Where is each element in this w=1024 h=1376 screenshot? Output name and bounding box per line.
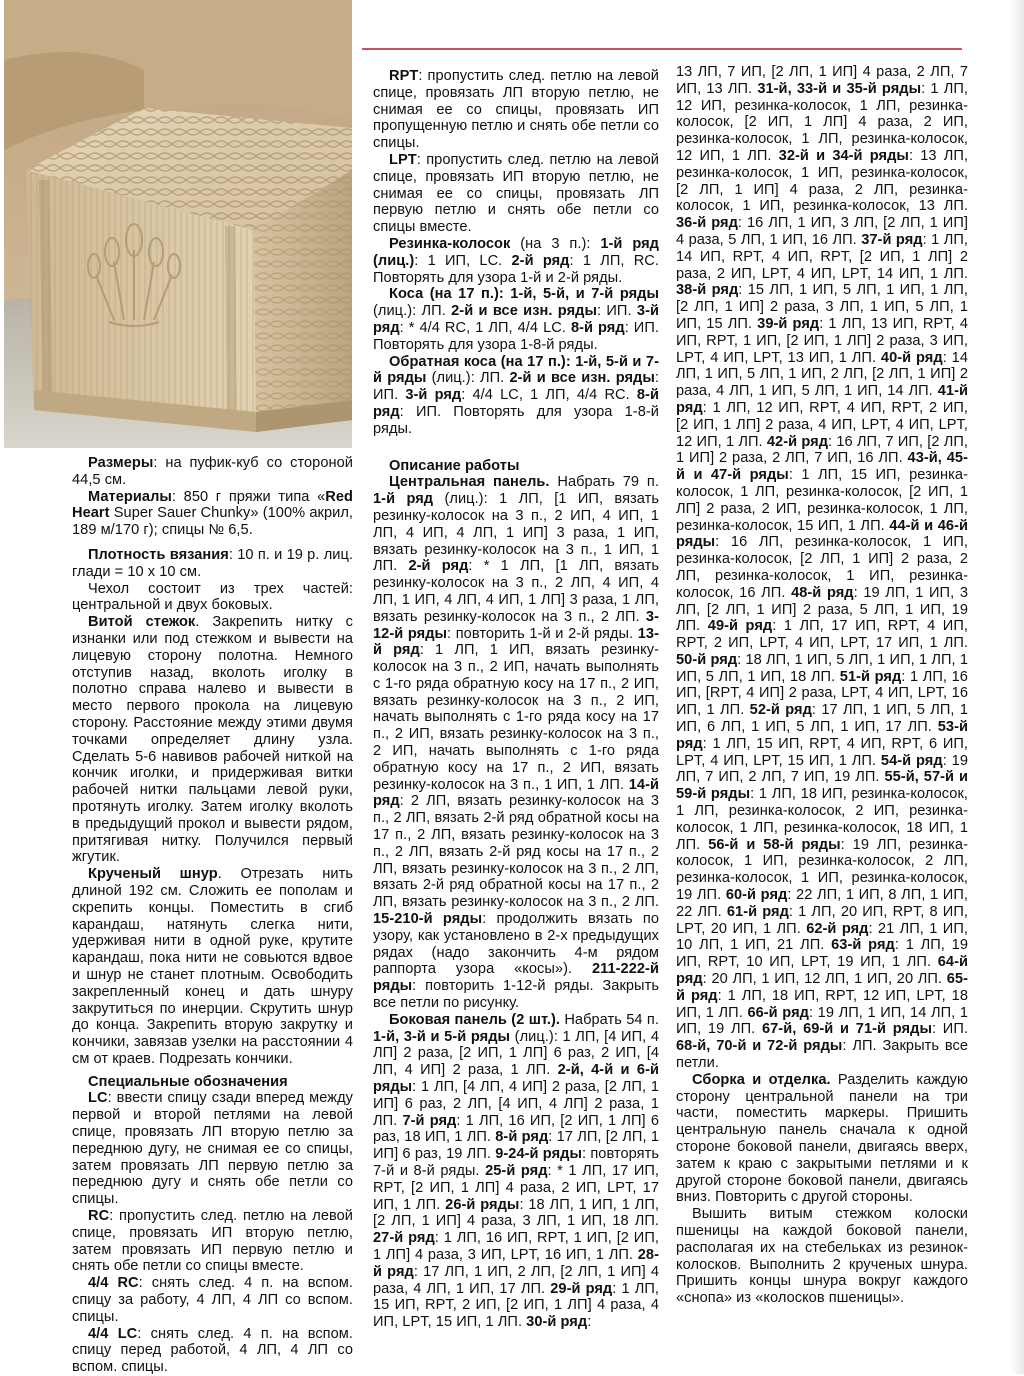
cover-paragraph: Чехол состоит из трех частей: центральной и двух боковых. [72,580,353,614]
column-1 [72,455,353,1376]
row-number: 66-й ряд [747,1004,809,1021]
column-3 [676,64,968,1307]
row-number: 32-й и 34-й ряды [778,147,909,164]
lc44-definition: 4/4 LC: снять след. 4 п. на вспом. спицу перед работой, 4 ЛП, 4 ЛП со вспом. спицы. [72,1325,353,1376]
density-paragraph: Плотность вязания: 10 п. и 19 р. лиц. глади = 10 х 10 см. [72,546,353,580]
rc-definition: RC: пропустить след. петлю на левой спице, провязать ИП вторую петлю, затем провязать ИП первую петлю и снять обе петли со спицы вместе. [72,1208,353,1275]
twisted-cord-paragraph: Крученый шнур. Отрезать нить длиной 192 см. Сложить ее пополам и скрепить концы. Поместить в сгиб карандаш, натянуть слегка нити, удерживая нити в одной руке, крутите карандаш, пока нити не совьются вдвое и шнур не станет плотным. Освободить закрепленный конец и дать шнуру закрутиться по инерции. Скрутить шнур до конца. Закрепить вторую закрутку и кончики, завязав узелки на расстоянии 4 см от краев. Подрезать кончики. [72,866,354,1067]
row-instructions: : 1 ЛП, 12 ИП, RPT, 4 ИП, RPT, 2 ИП, [2 ИП, 1 ЛП] 2 раза, 4 ИП, LPT, 4 ИП, LPT, 12 ИП, 1 ЛП. [676,399,968,450]
row-instructions: : 19 ЛП, 1 ИП, 14 ЛП, 1 ИП, 19 ЛП. [676,1004,969,1038]
row-number: 37-й ряд [861,231,923,248]
row-instructions: : 15 ЛП, 1 ИП, 5 ЛП, 1 ИП, 1 ЛП, [2 ЛП, 1 ИП] 2 раза, 3 ЛП, 1 ИП, 5 ЛП, 1 ИП, 15 ЛП. [676,282,968,332]
row-instructions: : 1 ЛП, 20 ИП, RPT, 8 ИП, LPT, 20 ИП, 1 ЛП. [676,903,968,937]
row-instructions: : ЛП. Закрыть все петли. [676,1038,968,1072]
row-instructions: : 21 ЛП, 1 ИП, 10 ЛП, 1 ИП, 21 ЛП. [676,920,968,954]
row-instructions: : 18 ЛП, 1 ИП, 5 ЛП, 1 ИП, 1 ЛП, 1 ИП, 5 ЛП, 1 ИП, 18 ЛП. [676,651,968,685]
reverse-braid-definition: Обратная коса (на 17 п.): 1-й, 5-й и 7-й ряды (лиц.): ЛП. 2-й и все изн. ряды: ИП. 3-й ряд: 4/4 LC, 1 ЛП, 4/4 RC. 8-й ряд: ИП. Повторять для узора 1-8-й ряды. [373,353,659,437]
row-number: 62-й ряд [806,920,869,937]
row-instructions: : 1 ЛП, 17 ИП, RPT, 4 ИП, RPT, 2 ИП, LPT, 4 ИП, LPT, 17 ИП, 1 ЛП. [676,618,968,652]
row-instructions: : 16 ЛП, 7 ИП, [2 ЛП, 1 ИП] 2 раза, 2 ЛП, 7 ИП, 16 ЛП. [676,433,968,467]
row-instructions: : 1 ЛП, 13 ИП, RPT, 4 ИП, RPT, 1 ИП, [2 ИП, 1 ЛП] 2 раза, 3 ИП, LPT, 4 ИП, LPT, 13 ИП, 1 ЛП. [676,315,968,366]
assembly-paragraph: Сборка и отделка. Разделить каждую сторону центральной панели на три части, поместить маркеры. Пришить центральную панель сначала к одной стороне боковой панели, двигаясь вверх, затем к краю с закрытыми петлями и к другой стороне боковой панели, двигаясь вниз. Повторить с другой стороны. [676,1071,968,1206]
row-number: 43-й, 45-й и 47-й ряды [676,450,969,484]
column-2 [373,68,659,1331]
row-instructions: : 19 ЛП, 7 ИП, 2 ЛП, 7 ИП, 19 ЛП. [676,752,968,786]
row-instructions: : 1 ЛП, 19 ИП, RPT, 10 ИП, LPT, 19 ИП, 1 ЛП. [676,937,968,971]
row-number: 31-й, 33-й и 35-й ряды [757,80,922,97]
row-number: 39-й ряд [757,315,820,332]
row-instructions: : 17 ЛП, 1 ИП, 5 ЛП, 1 ИП, 6 ЛП, 1 ИП, 5 ЛП, 1 ИП, 17 ЛП. [676,702,968,736]
row-number: 55-й, 57-й и 59-й ряды [676,769,968,803]
row-instructions: : 1 ЛП, 15 ИП, резинка-колосок, 1 ЛП, резинка-колосок, [2 ИП, 1 ЛП] 2 раза, 2 ИП, резинка-колосок, 1 ЛП, резинка-колосок, 15 ИП, 1 ЛП. [676,467,968,534]
row-number: 68-й, 70-й и 72-й ряды [676,1038,843,1055]
row-number: 64-й ряд [676,954,968,988]
row-instructions: : 14 ЛП, 1 ИП, 5 ЛП, 1 ИП, 2 ЛП, [2 ЛП, 1 ИП] 2 раза, 4 ЛП, 1 ИП, 5 ЛП, 1 ИП, 14 ЛП. [676,349,968,400]
row-number: 44-й и 46-й ряды [676,517,968,551]
central-panel-paragraph: Центральная панель. Набрать 79 п. 1-й ряд (лиц.): 1 ЛП, [1 ИП, вязать резинку-колосок на 3 п., 2 ИП, 4 ИП, 1 ЛП, 4 ИП, 4 ЛП, 1 ИП] 3 раза, 1 ИП, вязать резинку-колосок на 3 п., 1 ИП, 1 ЛП. 2-й ряд: * 1 ЛП, [1 ЛП, вязать резинку-колосок на 3 п., 2 ЛП, 4 ИП, 4 ЛП, 1 ИП, 4 ЛП, 4 ИП, 1 ЛП] 3 раза, 1 ЛП, вязать резинку-колосок на 3 п., 2 ЛП. 3-12-й ряды: повторить 1-й и 2-й ряды. 13-й ряд: 1 ЛП, 1 ИП, вязать резинку-колосок на 3 п., 2 ИП, начать выполнять с 1-го ряда обратную косу на 17 п., 2 ИП, вязать резинку-колосок на 3 п., 2 ИП, начать выполнять с 1-го ряда косу на 17 п., 2 ИП, вязать резинку-колосок на 3 п., 2 ИП, начать выполнять с 1-го ряда обратную косу на 17 п., 2 ИП, вязать резинку-колосок на 3 п., 1 ИП, 1 ЛП. 14-й ряд: 2 ЛП, вязать резинку-колосок на 3 п., 2 ЛП, вязать 2-й ряд обратной косы на 17 п., 2 ЛП, вязать резинку-колосок на 3 п., 2 ЛП, вязать 2-й ряд косы на 17 п., 2 ЛП, вязать резинку-колосок на 3 п., 2 ЛП, вязать 2-й ряд обратной косы на 17 п., 2 ЛП, вязать резинку-колосок на 3 п., 2 ЛП. 15-210-й ряды: продолжить вязать по узору, как установлено в 2-х предыдущих рядах (надо закончить 4-м рядом раппорта узора «косы»). 211-222-й ряды: повторить 1-12-й ряды. Закрыть все петли по рисунку. [373,474,659,1012]
row-number: 61-й ряд [726,903,789,920]
row-number: 50-й ряд [676,651,738,668]
row-instructions: : 19 ЛП, резинка-колосок, 1 ИП, резинка-колосок, 2 ЛП, резинка-колосок, 1 ИП, резинка-колосок, 19 ЛП. [676,836,968,904]
row-instructions: : 22 ЛП, 1 ИП, 8 ЛП, 1 ИП, 22 ЛП. [676,887,968,920]
rc44-definition: 4/4 RC: снять след. 4 п. на вспом. спицу за работу, 4 ЛП, 4 ЛП со вспом. спицы. [72,1275,353,1325]
row-instructions: : 19 ЛП, 1 ИП, 3 ЛП, [2 ЛП, 1 ИП] 2 раза, 5 ЛП, 1 ИП, 19 ЛП. [676,584,968,635]
row-number: 52-й ряд [749,702,812,719]
header-rule [362,48,962,50]
lpt-definition: LPT: пропустить след. петлю на левой спице, провязать ИП вторую петлю, не снимая ее со спицы, провязать ЛП первую петлю и снять обе петли со спицы вместе. [373,151,659,236]
row-number: 38-й ряд [676,282,739,299]
braid-definition: Коса (на 17 п.): 1-й, 5-й, и 7-й ряды (лиц.): ЛП. 2-й и все изн. ряды: ИП. 3-й ряд: * 4/4 RC, 1 ЛП, 4/4 LC. 8-й ряд: ИП. Повторять для узора 1-8-й ряды. [373,286,660,353]
row-number: 54-й ряд [880,752,943,769]
row-number: 53-й ряд [676,719,968,752]
row-number: 42-й ряд [766,433,829,450]
row-instructions: : 1 ЛП, 14 ИП, RPT, 4 ИП, RPT, [2 ИП, 1 ЛП] 2 раза, 2 ИП, LPT, 4 ИП, LPT, 14 ИП, 1 ЛП. [676,231,968,282]
row-number: 41-й ряд [676,383,968,416]
page-edge-shadow [1010,0,1024,1374]
special-notation-heading: Специальные обозначения [88,1073,288,1090]
row-number: 56-й и 58-й ряды [708,836,841,853]
pouf-cube-photo [4,0,352,448]
side-panel-rows-continued [676,64,968,1072]
row-instructions: : 16 ЛП, резинка-колосок, 1 ИП, резинка-колосок, [2 ЛП, 1 ИП] 2 раза, 2 ЛП, резинка-колосок, 1 ИП, резинка-колосок, 16 ЛП. [676,534,968,601]
final-paragraph: Вышить витым стежком колоски пшеницы на каждой боковой панели, располагая их на стебельках из резинок-колосков. Выполнить 2 крученых шнура. Пришить концы шнура вокруг каждого «снопа» из «колосков пшеницы». [676,1206,968,1307]
row-number: 40-й ряд [880,349,943,366]
rpt-definition: RPT: пропустить след. петлю на левой спице, провязать ЛП вторую петлю, не снимая ее со спицы, провязать ИП пропущенную петлю и снять обе петли со спицы. [373,68,659,152]
row-instructions: : 20 ЛП, 1 ИП, 12 ЛП, 1 ИП, 20 ЛП. [702,971,947,988]
lc-definition: LC: ввести спицу сзади вперед между первой и второй петлями на левой спице, провязать ЛП вторую петлю за переднюю дугу, не снимая ее со спицы, затем провязать ЛП первую петлю за переднюю дугу и снять обе петли со спицы. [72,1090,353,1208]
twisted-stitch-paragraph: Витой стежок. Закрепить нитку с изнанки или под стежком и вывести на лицевую сторону полотна. Немного отступив назад, вколоть иголку в полотно справа налево и вывести в место первого прокола на лицевую сторону. Расстояние между этими двумя точками определяет длину узла. Сделать 5-6 навивов рабочей ниткой на кончик иголки, и придерживая витки рабочей нитки пальцами левой руки, протянуть иголку. Затем иголку вколоть в предыдущий прокол и вывести рядом, притягивая нитку. Получился первый жгутик. [72,614,353,866]
row-instructions: 13 ЛП, 7 ИП, [2 ЛП, 1 ИП] 4 раза, 2 ЛП, 7 ИП, 13 ЛП. [676,64,968,97]
description-heading: Описание работы [389,457,520,474]
sizes-paragraph: Размеры: на пуфик-куб со стороной 44,5 см. [72,455,353,488]
row-number: 49-й ряд [707,618,773,635]
side-panel-paragraph: Боковая панель (2 шт.). Набрать 54 п. 1-й, 3-й и 5-й ряды (лиц.): 1 ЛП, [4 ИП, 4 ЛП] 2 раза, [2 ИП, 1 ЛП] 6 раз, 2 ИП, [4 ЛП, 4 ИП] 2 раза, 1 ЛП. 2-й, 4-й и 6-й ряды: 1 ЛП, [4 ЛП, 4 ИП] 2 раза, [2 ЛП, 1 ИП] 6 раз, 2 ЛП, [4 ИП, 4 ЛП] 2 раза, 1 ЛП. 7-й ряд: 1 ЛП, 16 ИП, [2 ИП, 1 ЛП] 6 раз, 18 ИП, 1 ЛП. 8-й ряд: 17 ЛП, [2 ЛП, 1 ИП] 6 раз, 19 ЛП. 9-24-й ряды: повторять 7-й и 8-й ряды. 25-й ряд: * 1 ЛП, 17 ИП, RPT, [2 ИП, 1 ЛП] 4 раза, 2 ИП, LPT, 17 ИП, 1 ЛП. 26-й ряды: 18 ЛП, 1 ИП, 1 ЛП, [2 ЛП, 1 ИП] 4 раза, 3 ЛП, 1 ИП, 18 ЛП. 27-й ряд: 1 ЛП, 16 ИП, RPT, 1 ИП, [2 ИП, 1 ЛП] 4 раза, 3 ИП, LPT, 16 ИП, 1 ЛП. 28-й ряд: 17 ЛП, 1 ИП, 2 ЛП, [2 ЛП, 1 ИП] 4 раза, 4 ЛП, 1 ИП, 17 ЛП. 29-й ряд: 1 ЛП, 15 ИП, RPT, 2 ИП, [2 ИП, 1 ЛП] 4 раза, 4 ИП, LPT, 15 ИП, 1 ЛП. 30-й ряд: [373,1011,660,1331]
row-number: 51-й ряд [839,668,902,685]
row-number: 36-й ряд [676,215,738,232]
row-instructions: : 1 ЛП, 18 ИП, резинка-колосок, 1 ЛП, резинка-колосок, 2 ИП, резинка-колосок, 1 ЛП, резинка-колосок, 18 ИП, 1 ЛП. [676,786,968,853]
row-number: 65-й ряд [676,971,968,1004]
row-instructions: : ИП. [931,1021,968,1038]
row-instructions: : 13 ЛП, резинка-колосок, 1 ИП, резинка-колосок, [2 ЛП, 1 ИП] 4 раза, 2 ЛП, резинка-колосок, 1 ИП, резинка-колосок, 13 ЛП. [676,147,969,215]
row-instructions: : 1 ЛП, 18 ИП, RPT, 12 ИП, LPT, 18 ИП, 1 ЛП. [676,987,968,1021]
row-number: 63-й ряд [831,937,895,954]
row-instructions: : 16 ЛП, 1 ИП, 3 ЛП, [2 ЛП, 1 ИП] 4 раза, 5 ЛП, 1 ИП, 16 ЛП. [676,215,968,248]
row-number: 60-й ряд [725,887,788,904]
row-instructions: : 1 ЛП, 16 ИП, [RPT, 4 ИП] 2 раза, LPT, 4 ИП, LPT, 16 ИП, 1 ЛП. [676,668,968,719]
row-instructions: : 1 ЛП, 15 ИП, RPT, 4 ИП, RPT, 6 ИП, LPT, 4 ИП, LPT, 15 ИП, 1 ЛП. [676,735,968,769]
row-number: 48-й ряд [791,584,854,601]
row-instructions: : 1 ЛП, 12 ИП, резинка-колосок, 1 ЛП, резинка-колосок, [2 ИП, 1 ЛП] 4 раза, 2 ИП, резинка-колосок, 1 ЛП, резинка-колосок, 12 ИП, 1 ЛП. [676,80,968,164]
rib-stitch-definition: Резинка-колосок (на 3 п.): 1-й ряд (лиц.): 1 ИП, LC. 2-й ряд: 1 ЛП, RC. Повторять для узора 1-й и 2-й ряды. [373,235,660,286]
materials-paragraph: Материалы: 850 г пряжи типа «Red Heart Super Sauer Chunky» (100% акрил, 189 м/170 г); спицы № 6,5. [72,488,353,539]
row-number: 67-й, 69-й и 71-й ряды [761,1021,932,1038]
